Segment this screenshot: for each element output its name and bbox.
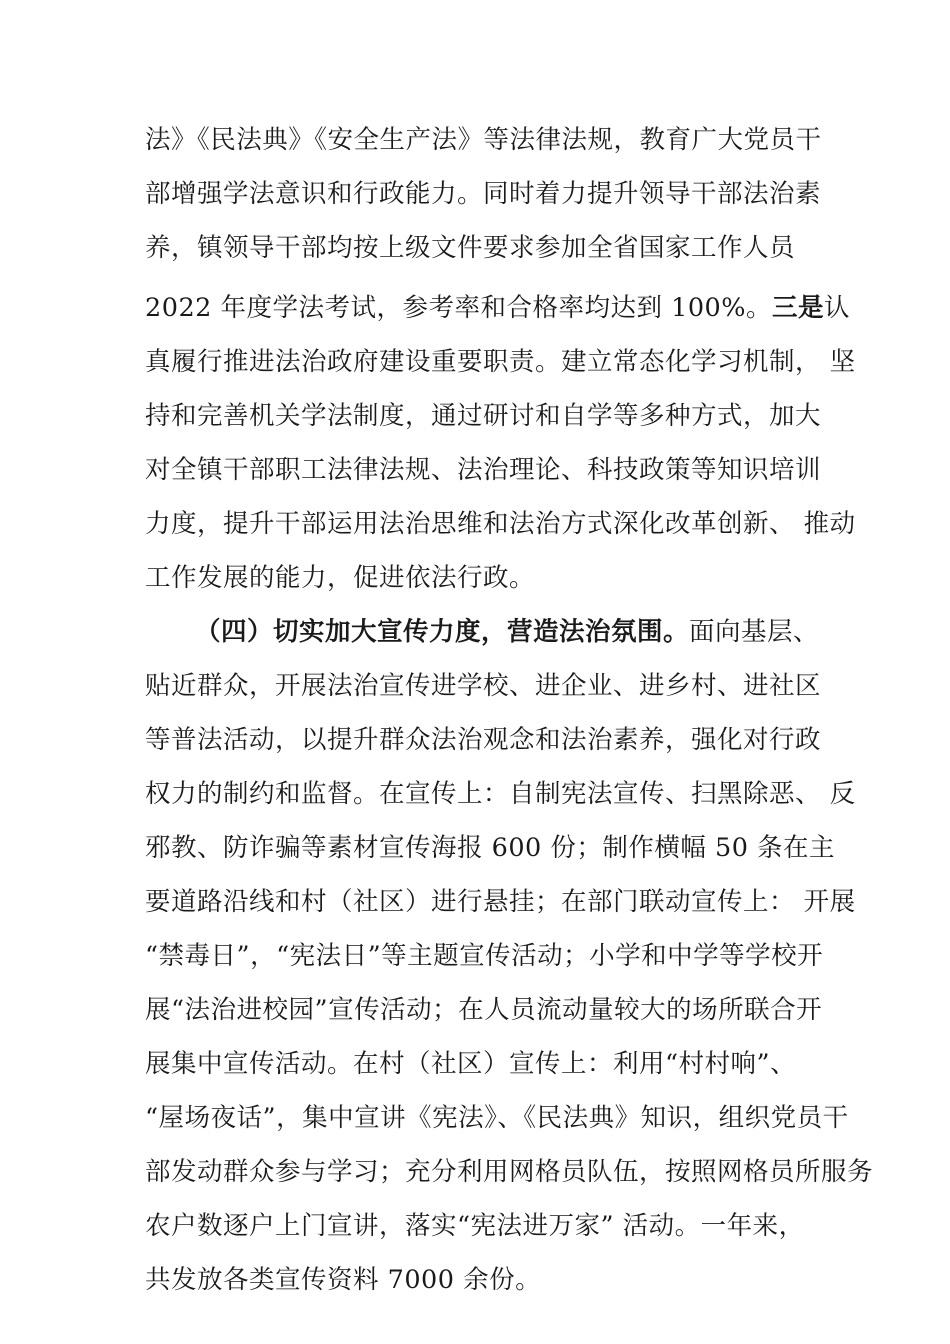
paragraph-line: 部发动群众参与学习；充分利用网格员队伍，按照网格员所服务 (145, 1157, 874, 1187)
paragraph-line: 贴近群众，开展法治宣传进学校、进企业、进乡村、进社区 (145, 671, 822, 701)
paragraph-line: 要道路沿线和村（社区）进行悬挂；在部门联动宣传上： 开展 (145, 887, 856, 917)
paragraph-line: 邪教、防诈骗等素材宣传海报 600 份；制作横幅 50 条在主 (145, 833, 836, 863)
section-heading: （四）切实加大宣传力度，营造法治氛围。 (195, 617, 690, 647)
line-text: 面向基层、 (689, 617, 820, 647)
paragraph-line: 部增强学法意识和行政能力。同时着力提升领导干部法治素 (145, 179, 822, 209)
paragraph-line: 农户数逐户上门宣讲，落实“宪法进万家” 活动。一年来， (145, 1211, 805, 1241)
paragraph-line: 共发放各类宣传资料 7000 余份。 (145, 1265, 542, 1295)
paragraph-line: 等普法活动，以提升群众法治观念和法治素养，强化对行政 (145, 725, 822, 755)
paragraph-line: 力度，提升干部运用法治思维和法治方式深化改革创新、 推动 (145, 509, 856, 539)
line-text: 认 (824, 293, 851, 323)
paragraph-line: 工作发展的能力，促进依法行政。 (145, 563, 536, 593)
paragraph-line: 养，镇领导干部均按上级文件要求参加全省国家工作人员 (145, 233, 796, 263)
line-text: 2022 年度学法考试，参考率和合格率均达到 100%。 (145, 293, 773, 323)
paragraph-line: 展集中宣传活动。在村（社区）宣传上：利用“村村响”、 (145, 1049, 797, 1079)
paragraph-line: “禁毒日”，“宪法日”等主题宣传活动；小学和中学等学校开 (145, 941, 824, 971)
paragraph-line: 真履行推进法治政府建设重要职责。建立常态化学习机制， 坚 (145, 347, 856, 377)
section-heading-line (195, 616, 819, 648)
paragraph-line: 对全镇干部职工法律法规、法治理论、科技政策等知识培训 (145, 455, 822, 485)
paragraph-line: 持和完善机关学法制度，通过研讨和自学等多种方式，加大 (145, 401, 822, 431)
emphasis-text: 三是 (772, 293, 825, 323)
paragraph-line: 法》《民法典》《安全生产法》等法律法规，教育广大党员干 (145, 125, 822, 155)
paragraph-line (145, 292, 850, 324)
paragraph-line: 权力的制约和监督。在宣传上：自制宪法宣传、扫黑除恶、 反 (145, 779, 856, 809)
paragraph-line: 展“法治进校园”宣传活动；在人员流动量较大的场所联合开 (145, 995, 823, 1025)
paragraph-line: “屋场夜话”，集中宣讲《宪法》、《民法典》知识，组织党员干 (145, 1103, 849, 1133)
